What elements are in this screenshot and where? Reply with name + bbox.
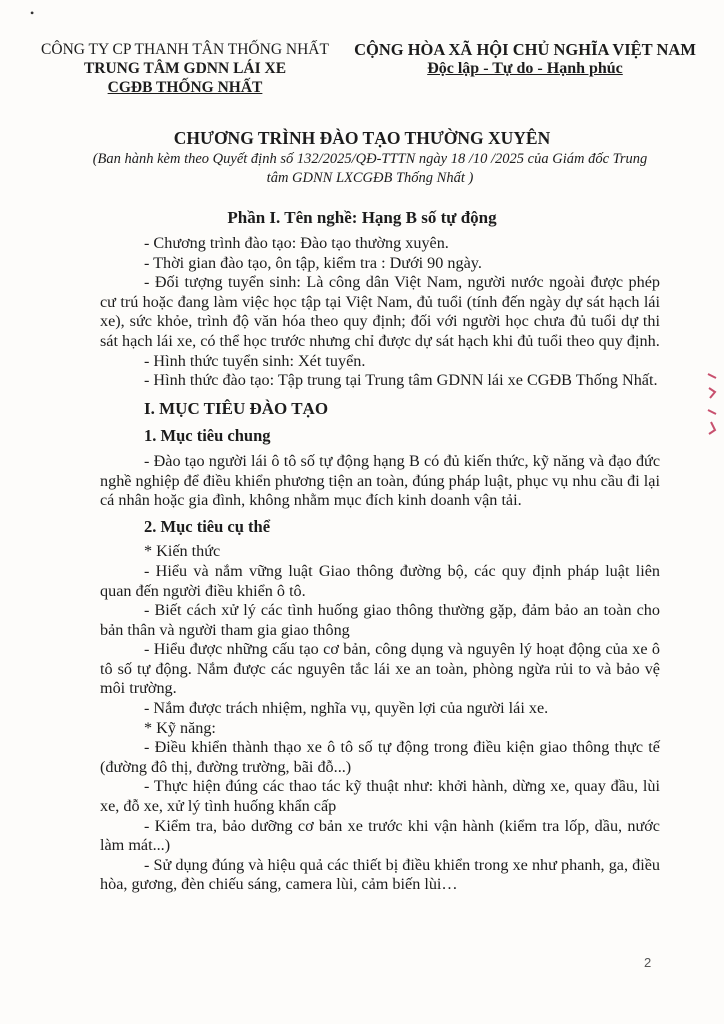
knowledge-item: - Biết cách xử lý các tình huống giao thông thường gặp, đảm bảo an toàn cho bản thân và người tham gia giao thông [100, 601, 660, 639]
country-name: CỘNG HÒA XÃ HỘI CHỦ NGHĨA VIỆT NAM [354, 40, 696, 59]
general-goal-paragraph: - Đào tạo người lái ô tô số tự động hạng B có đủ kiến thức, kỹ năng và đạo đức nghề nghiệp để điều khiển phương tiện an toàn, đúng pháp luật, phục vụ nhu cầu đi lại cá nhân hoặc gia đình, không nhằm mục đích kinh doanh vận tải. [100, 451, 660, 510]
knowledge-label: * Kiến thức [144, 542, 221, 561]
stamp-edge-mark [706, 370, 718, 440]
center-name: TRUNG TÂM GDNN LÁI XE [83, 60, 287, 77]
document-body [100, 234, 660, 895]
national-header [350, 40, 700, 78]
intro-paragraph: - Chương trình đào tạo: Đào tạo thường xuyên. [144, 234, 449, 252]
knowledge-item: - Nắm được trách nhiệm, nghĩa vụ, quyền lợi của người lái xe. [144, 699, 549, 718]
knowledge-item: - Hiểu và nắm vững luật Giao thông đường bộ, các quy định pháp luật liên quan đến người điều khiển ô tô. [100, 561, 660, 600]
subsection-heading: 2. Mục tiêu cụ thể [144, 516, 271, 536]
national-motto: Độc lập - Tự do - Hạnh phúc [427, 60, 623, 77]
intro-paragraph: - Hình thức đào tạo: Tập trung tại Trung tâm GDNN lái xe CGĐB Thống Nhất. [144, 371, 658, 390]
skills-label: * Kỹ năng: [144, 718, 216, 737]
skill-item: - Kiểm tra, bảo dưỡng cơ bản xe trước khi vận hành (kiểm tra lốp, dầu, nước làm mát...) [100, 816, 660, 855]
organization-header [40, 40, 330, 97]
intro-paragraph: - Thời gian đào tạo, ôn tập, kiểm tra : Dưới 90 ngày. [144, 253, 482, 272]
part-title: Phần I. Tên nghề: Hạng B số tự động [227, 208, 497, 227]
company-name: CÔNG TY CP THANH TÂN THỐNG NHẤT [41, 41, 329, 58]
skill-item: - Sử dụng đúng và hiệu quả các thiết bị điều khiển trong xe như phanh, ga, điều hòa, gương, đèn chiếu sáng, camera lùi, cảm biến lùi… [100, 855, 660, 894]
knowledge-item: - Hiểu được những cấu tạo cơ bản, công dụng và nguyên lý hoạt động của xe ô tô số tự động. Nắm được các nguyên tắc lái xe an toàn, phòng ngừa rủi to và bảo vệ môi trường. [100, 640, 660, 698]
intro-paragraph: - Đối tượng tuyển sinh: Là công dân Việt Nam, người nước ngoài được phép cư trú hoặc đang làm việc học tập tại Việt Nam, đủ tuổi (tính đến ngày dự sát hạch lái xe), sức khỏe, trình độ văn hóa theo quy định; đối với người học chưa đủ tuổi dự thi sát hạch lái xe, có thể học trước nhưng chỉ được dự sát hạch khi đủ tuổi theo quy định. [100, 273, 660, 350]
subsection-heading: 1. Mục tiêu chung [144, 426, 271, 446]
page-number: 2 [644, 955, 652, 970]
center-name-cont: CGĐB THỐNG NHẤT [107, 79, 263, 96]
document-title: CHƯƠNG TRÌNH ĐÀO TẠO THƯỜNG XUYÊN [173, 128, 551, 148]
intro-paragraph: - Hình thức tuyển sinh: Xét tuyển. [144, 351, 366, 370]
section-heading: I. MỤC TIÊU ĐÀO TẠO [144, 398, 329, 418]
skill-item: - Điều khiển thành thạo xe ô tô số tự động trong điều kiện giao thông thực tế (đường đô thị, đường trường, bãi đỗ...) [100, 738, 660, 776]
skill-item: - Thực hiện đúng các thao tác kỹ thuật như: khởi hành, dừng xe, quay đầu, lùi xe, đỗ xe, xử lý tình huống khẩn cấp [100, 777, 660, 816]
document-subtitle: (Ban hành kèm theo Quyết định số 132/2025/QĐ-TTTN ngày 18 /10 /2025 của Giám đốc Trung tâm GDNN LXCGĐB Thống Nhất ) [92, 151, 648, 186]
scan-mark: • [30, 6, 35, 20]
